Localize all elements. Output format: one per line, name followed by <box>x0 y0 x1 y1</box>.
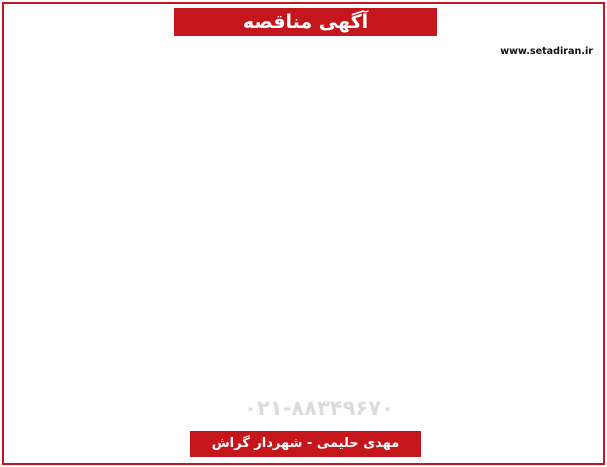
notice-body <box>14 44 593 421</box>
address-line <box>14 44 593 60</box>
notice-title: آگهی مناقصه <box>174 8 437 36</box>
watermark-phone: ۰۲۱-۸۸۳۴۹۶۷۰ <box>244 396 394 420</box>
tender-notice <box>2 2 605 465</box>
website-link[interactable]: www.setadiran.ir <box>500 46 593 57</box>
signature: مهدی حلیمی - شهردار گراش <box>190 431 421 457</box>
